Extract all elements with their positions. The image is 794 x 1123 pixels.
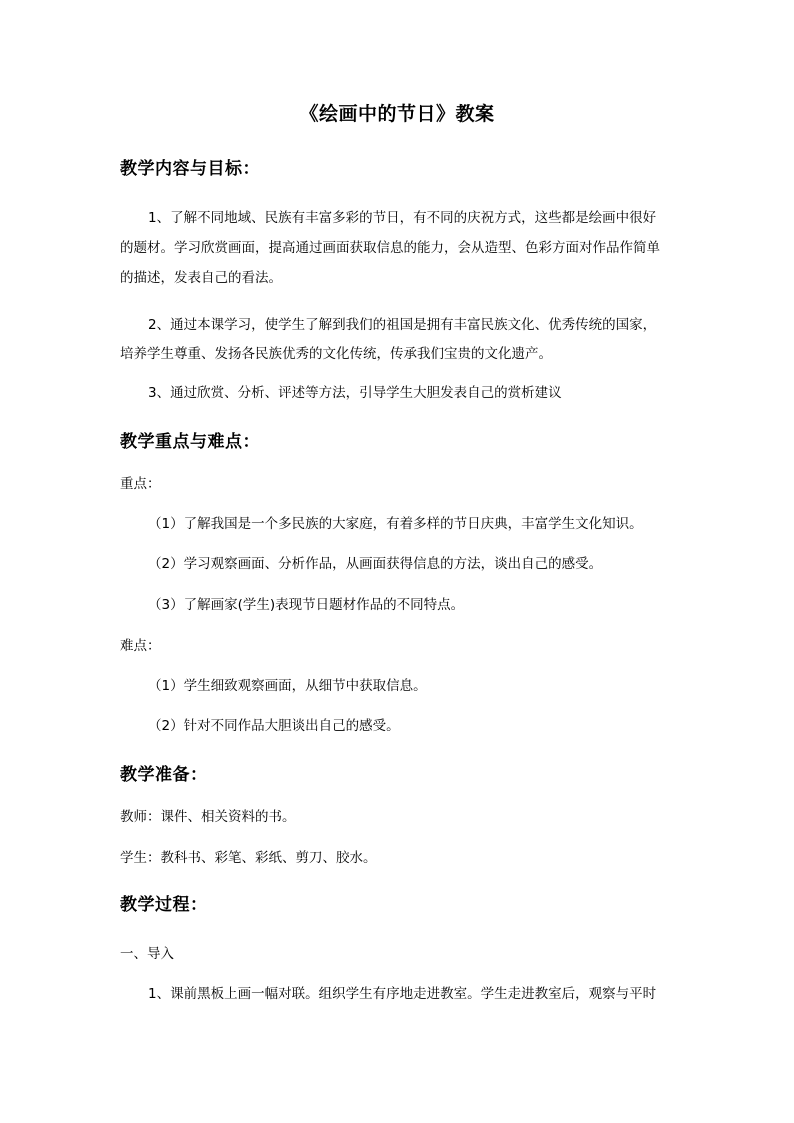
paragraph-line: 3、通过欣赏、分析、评述等方法，引导学生大胆发表自己的赏析建议 — [148, 385, 562, 401]
paragraph-line: 的题材。学习欣赏画面，提高通过画面获取信息的能力，会从造型、色彩方面对作品作简单 — [120, 240, 660, 256]
heading-content-goals: 教学内容与目标： — [120, 159, 260, 179]
list-item: （2）针对不同作品大胆谈出自己的感受。 — [148, 718, 400, 734]
paragraph-line: 2、通过本课学习，使学生了解到我们的祖国是拥有丰富民族文化、优秀传统的国家， — [148, 317, 657, 333]
heading-preparation: 教学准备： — [120, 765, 208, 785]
paragraph-line: 1、了解不同地域、民族有丰富多彩的节日，有不同的庆祝方式，这些都是绘画中很好 — [148, 210, 657, 226]
label-difficult-points: 难点： — [120, 638, 161, 654]
paragraph-line: 1、课前黑板上画一幅对联。组织学生有序地走进教室。学生走进教室后，观察与平时 — [148, 986, 657, 1002]
paragraph-line: 的描述，发表自己的看法。 — [120, 270, 282, 286]
paragraph-line: 培养学生尊重、发扬各民族优秀的文化传统，传承我们宝贵的文化遗产。 — [120, 346, 552, 362]
list-item: （2）学习观察画面、分析作品，从画面获得信息的方法，谈出自己的感受。 — [148, 556, 603, 572]
label-key-points: 重点： — [120, 476, 161, 492]
document-title: 《绘画中的节日》教案 — [299, 103, 495, 125]
preparation-teacher: 教师：课件、相关资料的书。 — [120, 809, 296, 825]
process-step-title: 一、导入 — [120, 946, 174, 962]
list-item: （3）了解画家(学生)表现节日题材作品的不同特点。 — [148, 597, 465, 613]
heading-key-points: 教学重点与难点： — [120, 432, 260, 452]
list-item: （1）了解我国是一个多民族的大家庭，有着多样的节日庆典，丰富学生文化知识。 — [148, 516, 643, 532]
list-item: （1）学生细致观察画面，从细节中获取信息。 — [148, 678, 427, 694]
heading-process: 教学过程： — [120, 895, 208, 915]
preparation-student: 学生：教科书、彩笔、彩纸、剪刀、胶水。 — [120, 850, 377, 866]
